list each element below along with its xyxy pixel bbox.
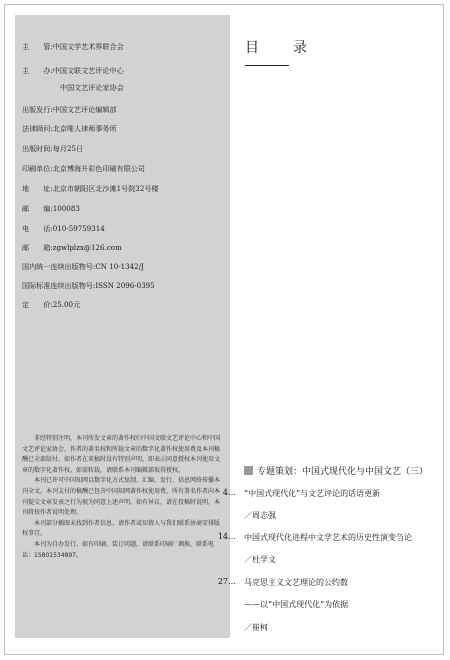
entry-title[interactable]: “中国式现代化”与文艺评论的话语更新: [244, 489, 381, 498]
info-label: 出版时间:: [22, 144, 53, 153]
info-value: 中国文学艺术界联合会: [52, 42, 124, 51]
info-label: 法律顾问:: [22, 124, 53, 133]
info-row-price: [22, 300, 80, 310]
toc-title: 目 录: [245, 40, 317, 56]
info-row-postcode: [22, 204, 80, 214]
notice-paragraph: 本刊为自办发行。如有印刷、装订问题，请联系印刷厂调换，联系电话：15801534897。: [22, 540, 215, 559]
section-heading: [244, 464, 428, 477]
info-value: 每月25日: [52, 144, 84, 153]
info-value: 中国文艺评论编辑部: [52, 105, 117, 114]
entry-title[interactable]: 中国式现代化进程中文学艺术的历史性演变刍论: [244, 533, 412, 542]
info-label: 地 址:: [22, 184, 53, 193]
info-value: 中国文艺评论家协会: [60, 83, 124, 92]
copyright-notice: [22, 434, 224, 561]
info-value: zgwlplzx@126.com: [52, 243, 122, 252]
info-row-issn: [22, 281, 155, 291]
info-row-supervisor: [22, 42, 124, 52]
section-title: 专题策划：中国式现代化与中国文艺（三）: [257, 467, 429, 477]
square-bullet-icon: [244, 466, 253, 475]
info-value: 25.00元: [52, 300, 81, 309]
info-label: 定 价:: [22, 300, 53, 309]
entry-author: ／周志强: [244, 511, 276, 520]
entry-subtitle: ——以“中国式现代化”为依据: [244, 600, 349, 609]
info-value: CN 10-1342/J: [95, 262, 144, 271]
info-row-sponsor-2: [60, 83, 124, 93]
entry-author: ／崔柯: [244, 623, 268, 632]
info-value: 北京博海升彩色印刷有限公司: [52, 164, 145, 173]
entry-title[interactable]: 马克思主义文艺理论的公约数: [244, 578, 348, 587]
info-value: 100083: [52, 204, 80, 213]
info-label: 印刷单位:: [22, 164, 53, 173]
entry-page-number[interactable]: 4…: [222, 488, 236, 497]
info-label: 邮 箱:: [22, 243, 53, 252]
info-value: 中国文联文艺评论中心: [52, 66, 124, 75]
entry-page-number[interactable]: 14…: [217, 532, 236, 541]
info-row-legal: [22, 124, 117, 134]
title-rule: [245, 65, 289, 66]
info-label: 主 办:: [22, 66, 53, 75]
info-label: 国内统一连续出版物号:: [22, 262, 96, 271]
notice-paragraph: 本刊部分插图未找到作者信息，请作者或知情人与我们联系协商安排版权事宜。: [22, 519, 221, 538]
notice-paragraph: 非经特别注明，本刊所发文章的著作权归中国文联文艺评论中心和中国文艺评论家协会，作者的著名权和所载文章的数字化著作权使用费及本刊稿酬已全部给付。如作者在来稿时没有特别声明，即表示同意授权本刊使用文章的数字化著作权。如需转载，请联系本刊编辑部取得授权。: [22, 435, 221, 474]
info-row-publisher: [22, 105, 117, 115]
info-row-address: [22, 184, 159, 194]
info-value: 010-59759314: [52, 224, 105, 233]
info-value: ISSN 2096-0395: [95, 281, 155, 290]
info-label: 邮 编:: [22, 204, 53, 213]
info-row-sponsor: [22, 66, 124, 76]
info-label: 主 管:: [22, 42, 53, 51]
info-row-phone: [22, 224, 105, 234]
info-label: 电 话:: [22, 224, 53, 233]
info-row-email: [22, 243, 122, 253]
info-label: 国际标准连续出版物号:: [22, 281, 96, 290]
info-label: 出版发行:: [22, 105, 53, 114]
entry-author: ／杜学文: [244, 555, 276, 564]
info-row-cn: [22, 262, 144, 272]
notice-paragraph: 本刊已许可中国知网以数字化方式复制、汇编、发行、信息网络传播本刊全文。本刊支付的稿酬已包含中国知网著作权使用费，所有署名作者向本刊提交文章发表之行为视为同意上述声明。如有异议，请在投稿时说明，本刊将按作者说明处理。: [22, 477, 221, 517]
info-row-date: [22, 144, 83, 154]
info-value: 北京唯人律师事务所: [52, 124, 117, 133]
info-row-printer: [22, 164, 145, 174]
entry-page-number[interactable]: 27…: [217, 577, 236, 586]
info-value: 北京市朝阳区北沙滩1号院32号楼: [52, 184, 159, 193]
